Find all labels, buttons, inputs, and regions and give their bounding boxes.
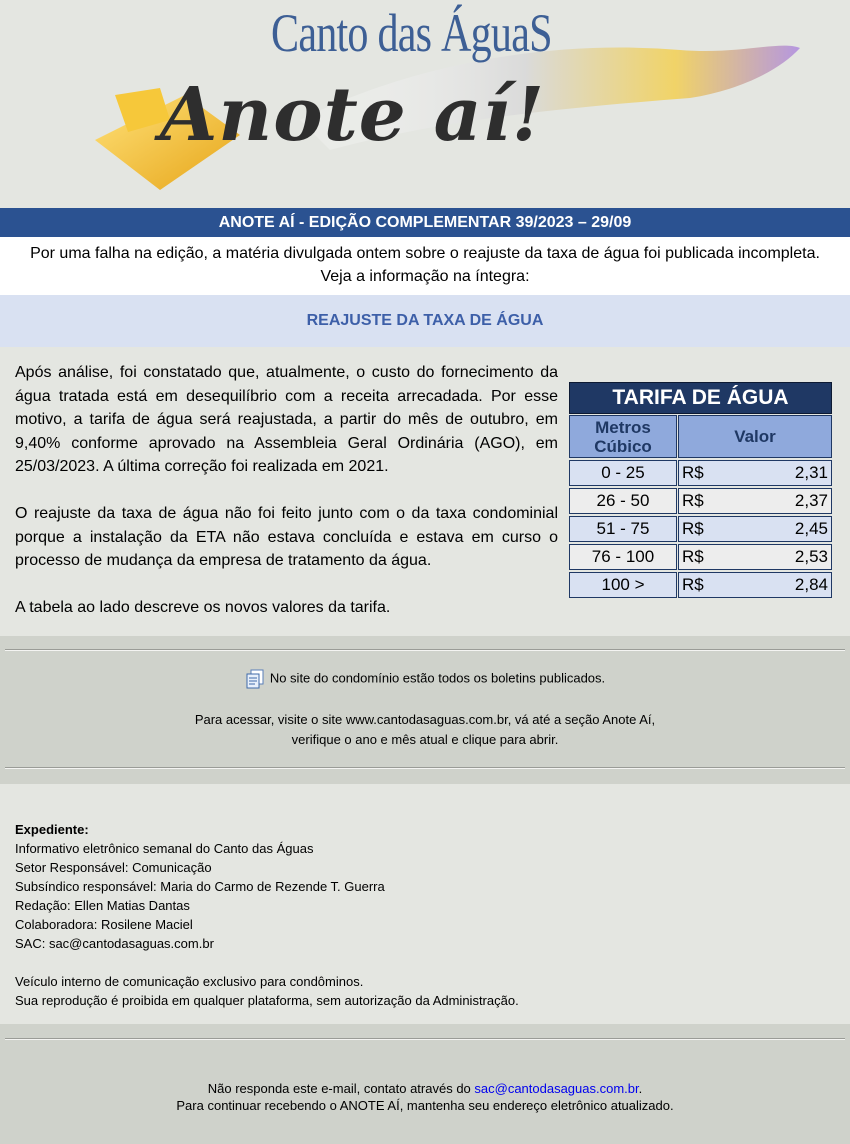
table-cell-range: 51 - 75 [569,516,677,542]
footer-contact-text: Não responda este e-mail, contato através do [207,1081,475,1096]
table-cell-value [678,516,832,542]
paragraph-2: O reajuste da taxa de água não foi feito junto com o da taxa condominial porque a instalação da ETA não estava concluída e estava em curso o processo de mudança da empresa de tratamento da água. [15,505,558,569]
site-info-line [0,669,850,689]
article-body [15,361,558,643]
column-header-metros [569,415,677,458]
document-icon [245,669,267,689]
expediente-note-2: Sua reprodução é proibida em qualquer plataforma, sem autorização da Administração. [15,993,519,1008]
table-cell-value [678,544,832,570]
column-header-metros-line2: Cúbico [594,436,652,456]
price-value: 2,45 [794,519,828,538]
column-header-metros-line1: Metros [595,417,651,437]
table-cell-range: 100 > [569,572,677,598]
expediente-text [15,820,519,1010]
access-line-2: verifique o ano e mês atual e clique para abrir. [291,732,559,747]
expediente-note-1: Veículo interno de comunicação exclusivo para condôminos. [15,974,364,989]
expediente-line: SAC: sac@cantodasaguas.com.br [15,936,214,951]
price-value: 2,31 [794,463,828,482]
column-header-valor: Valor [678,415,832,458]
table-cell-value [678,488,832,514]
divider [5,767,845,769]
currency-label: R$ [682,463,704,482]
price-value: 2,84 [794,575,828,594]
expediente-line: Redação: Ellen Matias Dantas [15,898,190,913]
expediente-line: Informativo eletrônico semanal do Canto das Águas [15,841,314,856]
site-info-text: No site do condomínio estão todos os boletins publicados. [269,670,606,686]
access-instructions [0,710,850,750]
notice-line-1: Por uma falha na edição, a matéria divulgada ontem sobre o reajuste da taxa de água foi publicada incompleta. [30,245,820,262]
sac-email-link[interactable]: sac@cantodasaguas.com.br [474,1081,639,1096]
expediente-line: Colaboradora: Rosilene Maciel [15,917,193,932]
expediente-line: Subsíndico responsável: Maria do Carmo de Rezende T. Guerra [15,879,385,894]
brand-title: Canto das ÁguaS [271,3,552,63]
paragraph-3: A tabela ao lado descreve os novos valores da tarifa. [15,599,391,616]
currency-label: R$ [682,575,704,594]
section-title: REAJUSTE DA TAXA DE ÁGUA [0,295,850,347]
correction-notice [0,237,850,295]
edition-title-bar: ANOTE AÍ - EDIÇÃO COMPLEMENTAR 39/2023 – 29/09 [0,208,850,237]
newsletter-logo-text: Anote aí! [160,72,546,158]
notice-line-2: Veja a informação na íntegra: [320,268,530,285]
footer-line-2: Para continuar recebendo o ANOTE AÍ, mantenha seu endereço eletrônico atualizado. [176,1098,674,1113]
footer-period: . [638,1081,643,1096]
paragraph-1: Após análise, foi constatado que, atualmente, o custo do fornecimento da água tratada está em desequilíbrio com a receita arrecadada. Por esse motivo, a tarifa de água será reajustada, a partir do mês de outubro, em 9,40% conforme aprovado na Assembleia Geral Ordinária (AGO), em 25/03/2023. A última correção foi realizada em 2021. [15,364,558,475]
divider [5,1038,845,1040]
tarifa-table-title: TARIFA DE ÁGUA [569,382,832,414]
expediente-heading: Expediente: [15,822,89,837]
access-line-1: Para acessar, visite o site www.cantodasaguas.com.br, vá até a seção Anote Aí, [194,712,656,727]
expediente-line: Setor Responsável: Comunicação [15,860,212,875]
price-value: 2,53 [794,547,828,566]
table-cell-value [678,460,832,486]
table-cell-value [678,572,832,598]
table-cell-range: 26 - 50 [569,488,677,514]
currency-label: R$ [682,547,704,566]
header-banner [0,0,850,208]
footer-text [0,1080,850,1114]
currency-label: R$ [682,491,704,510]
footer-line-1 [0,1080,850,1097]
price-value: 2,37 [794,491,828,510]
expediente-section [0,784,850,1024]
table-cell-range: 0 - 25 [569,460,677,486]
divider [5,649,845,651]
table-cell-range: 76 - 100 [569,544,677,570]
currency-label: R$ [682,519,704,538]
